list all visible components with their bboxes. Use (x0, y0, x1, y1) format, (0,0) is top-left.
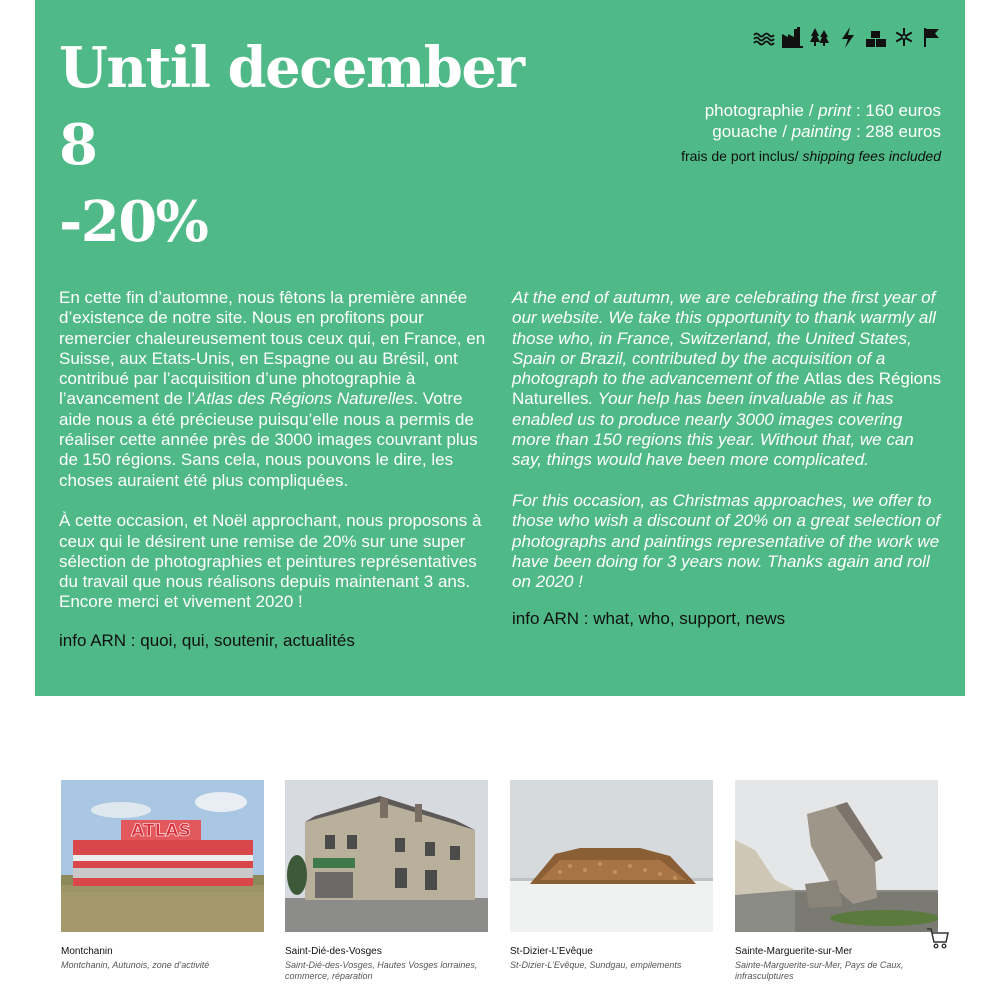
atlas-sign: ATLAS (131, 821, 191, 841)
photo-title[interactable]: St-Dizier-L’Evêque (510, 946, 593, 957)
english-column (512, 288, 942, 629)
info-prefix: info ARN : (512, 608, 594, 628)
factory-icon[interactable] (781, 25, 803, 49)
paint-price: : 288 euros (851, 122, 941, 141)
promo-banner (35, 0, 965, 696)
french-paragraph-1 (59, 288, 489, 491)
cart-icon[interactable] (926, 927, 950, 949)
english-info-links: info ARN : what, who, support, news (512, 608, 786, 628)
headline-line-2: 8 (59, 112, 97, 178)
photo-tags: Sainte-Marguerite-sur-Mer, Pays de Caux, infrasculptures (735, 960, 904, 981)
link-quoi[interactable]: quoi (140, 631, 173, 651)
shipping-note-en: shipping fees included (802, 148, 941, 164)
link-what[interactable]: what (593, 608, 630, 628)
english-atlas-title: Atlas des Régions Naturelles (512, 369, 942, 409)
lightning-icon[interactable] (837, 25, 859, 49)
photo-label-fr: photographie / (704, 101, 819, 120)
paint-price-line (681, 121, 941, 142)
promo-headline (59, 30, 524, 261)
paint-label-en: painting (791, 122, 852, 141)
link-actualites[interactable]: actualités (283, 631, 355, 651)
photo-label-en: print (818, 101, 852, 120)
link-support[interactable]: support (679, 608, 736, 628)
photo-gallery (61, 780, 941, 990)
shipping-note-fr: frais de port inclus/ (681, 148, 803, 164)
photo-tags: Montchanin, Autunois, zone d’activité (61, 960, 210, 970)
english-p1-text-end: . Your help has been invaluable as it has enabled us to produce nearly 3000 images covering more than 150 regions this year. Without that, we can say, things would have been more complicated. (512, 389, 914, 470)
photo-title[interactable]: Sainte-Marguerite-sur-Mer (735, 946, 853, 957)
french-column (59, 288, 489, 651)
photo-price-line (681, 100, 941, 121)
blocks-icon[interactable] (865, 25, 887, 49)
english-p1-text: At the end of autumn, we are celebrating the first year of our website. We take this opportunity to thank warmly all those who, in France, Switzerland, the United States, Spain or Brazil, contributed by the acquisition of a photograph to the advancement of the (512, 288, 936, 389)
photo-title[interactable]: Montchanin (61, 946, 113, 957)
french-info-links: info ARN : quoi, qui, soutenir, actualités (59, 631, 355, 651)
french-atlas-title: Atlas des Régions Naturelles (195, 389, 414, 409)
headline-line-1: Until december (59, 35, 524, 101)
photo-thumbnail[interactable] (61, 780, 264, 932)
link-qui[interactable]: qui (181, 631, 205, 651)
english-paragraph-1 (512, 288, 942, 471)
french-paragraph-2: À cette occasion, et Noël approchant, nous proposons à ceux qui le désirent une remise de 20% sur une super sélection de photographies et peintures représentatives du travail que nous réalisons depuis maintenant 3 ans. Encore merci et vivement 2020 ! (59, 511, 482, 612)
info-prefix: info ARN : (59, 631, 141, 651)
link-soutenir[interactable]: soutenir (214, 631, 274, 651)
photo-price: : 160 euros (851, 101, 941, 120)
french-p1-text: En cette fin d’automne, nous fêtons la première année d’existence de notre site. Nous en profitons pour remercier chaleureusement tous ceux qui, en France, en Suisse, aux Etats-Unis, en Espagne ou au Brésil, ont contribué par l’acquisition d’une photographie à l’avancement de l’ (59, 288, 486, 409)
gallery-card-sainte-marguerite[interactable] (735, 780, 938, 982)
link-who[interactable]: who (638, 608, 670, 628)
french-p1-text-end: . Votre aide nous a été précieuse puisqu’elle nous a permis de réaliser cette année près de 3000 images couvrant plus de 150 régions. Sans cela, nous pouvons le dire, les choses auraient été plus compliquées. (59, 389, 478, 490)
english-paragraph-2: For this occasion, as Christmas approaches, we offer to those who wish a discount of 20% on a great selection of photographs and paintings representative of the work we have been doing for 3 years now. Thanks again and roll on 2020 ! (512, 490, 941, 592)
category-icon-bar (753, 24, 943, 50)
waves-icon[interactable] (753, 25, 775, 49)
photo-thumbnail[interactable] (735, 780, 938, 932)
trees-icon[interactable] (809, 25, 831, 49)
paint-label-fr: gouache / (712, 122, 792, 141)
headline-line-3: -20% (59, 189, 208, 255)
flag-icon[interactable] (921, 25, 943, 49)
link-news[interactable]: news (745, 608, 786, 628)
photo-thumbnail[interactable] (285, 780, 488, 932)
gallery-card-saint-die[interactable] (285, 780, 488, 982)
shipping-note (681, 147, 941, 165)
gallery-card-st-dizier[interactable] (510, 780, 713, 971)
photo-title[interactable]: Saint-Dié-des-Vosges (285, 946, 382, 957)
photo-thumbnail[interactable] (510, 780, 713, 932)
photo-tags: St-Dizier-L’Evêque, Sundgau, empilements (510, 960, 682, 970)
snowflake-icon[interactable] (893, 25, 915, 49)
gallery-card-montchanin[interactable] (61, 780, 264, 971)
pricing-info (681, 100, 941, 165)
photo-tags: Saint-Dié-des-Vosges, Hautes Vosges lorraines, commerce, réparation (285, 960, 478, 981)
